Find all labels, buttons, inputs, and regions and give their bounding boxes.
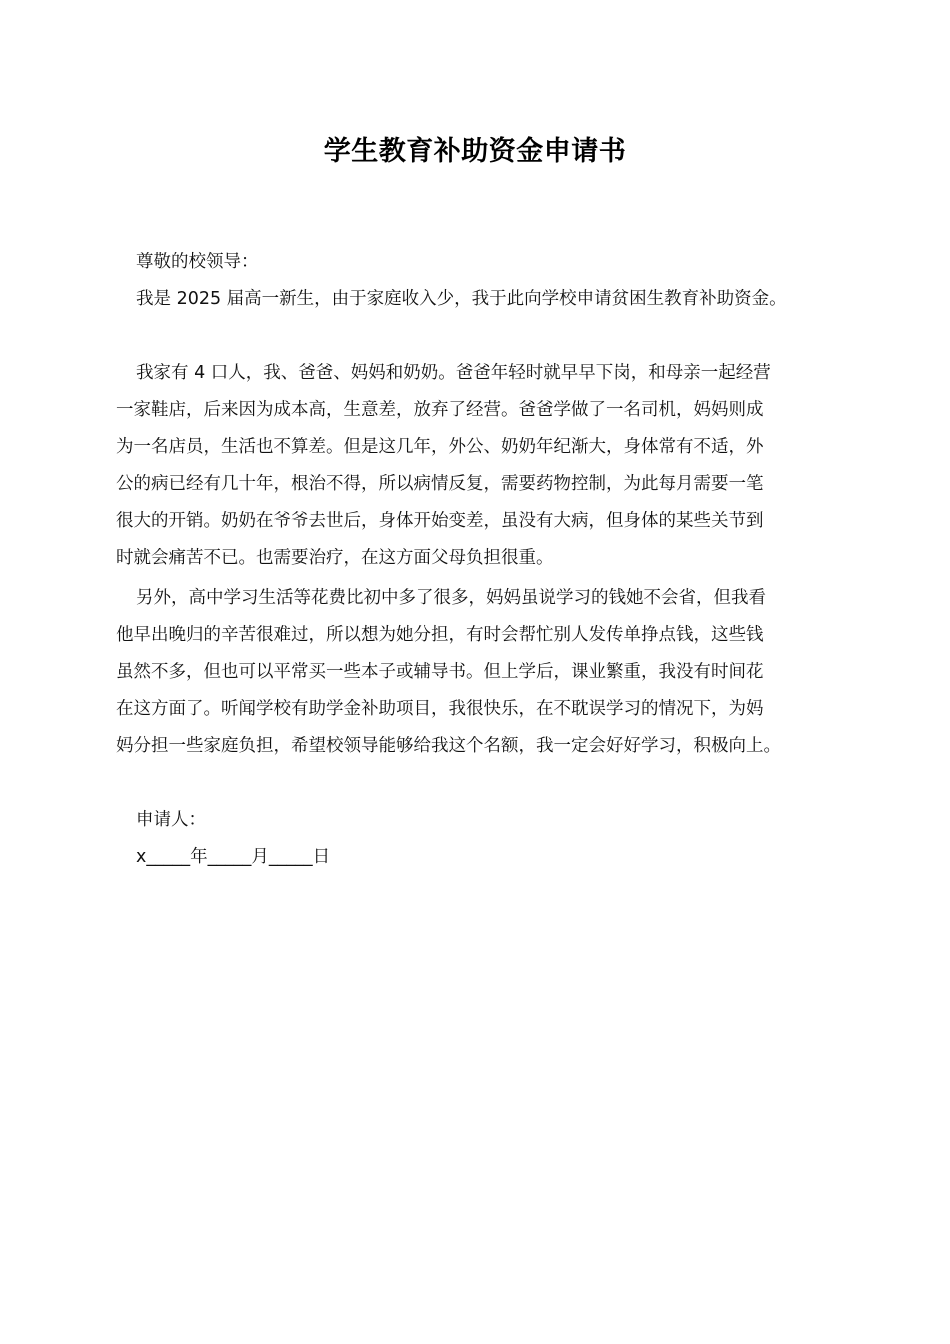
- document-title: 学生教育补助资金申请书: [323, 136, 627, 167]
- paragraph-family: [116, 355, 840, 577]
- date-line: x_____年_____月_____日: [136, 847, 331, 867]
- paragraph-study: [116, 580, 840, 765]
- paragraph-intro: [116, 281, 840, 318]
- greeting-text: 尊敬的校领导：: [136, 252, 259, 272]
- paragraph-line: 为一名店员，生活也不算差。但是这几年，外公、奶奶年纪渐大，身体常有不适，外: [116, 437, 764, 457]
- paragraph-line: 时就会痛苦不已。也需要治疗，在这方面父母负担很重。: [116, 548, 554, 568]
- date-block: [116, 839, 840, 876]
- paragraph-line: 我是 2025 届高一新生，由于家庭收入少，我于此向学校申请贫困生教育补助资金。: [136, 289, 787, 309]
- paragraph-line: 一家鞋店，后来因为成本高，生意差，放弃了经营。爸爸学做了一名司机，妈妈则成: [116, 400, 764, 420]
- signer-label: 申请人：: [136, 810, 206, 830]
- paragraph-line: 另外，高中学习生活等花费比初中多了很多，妈妈虽说学习的钱她不会省，但我看: [136, 588, 766, 608]
- paragraph-line: 公的病已经有几十年，根治不得，所以病情反复，需要药物控制，为此每月需要一笔: [116, 474, 764, 494]
- greeting-line: [116, 244, 840, 281]
- paragraph-line: 虽然不多，但也可以平常买一些本子或辅导书。但上学后，课业繁重，我没有时间花: [116, 662, 764, 682]
- paragraph-line: 我家有 4 口人，我、爸爸、妈妈和奶奶。爸爸年轻时就早早下岗，和母亲一起经营: [136, 363, 771, 383]
- signature-block: [116, 802, 840, 839]
- paragraph-line: 很大的开销。奶奶在爷爷去世后，身体开始变差，虽没有大病，但身体的某些关节到: [116, 511, 764, 531]
- paragraph-line: 妈分担一些家庭负担，希望校领导能够给我这个名额，我一定会好好学习，积极向上。: [116, 736, 781, 756]
- paragraph-line: 在这方面了。听闻学校有助学金补助项目，我很快乐，在不耽误学习的情况下，为妈: [116, 699, 764, 719]
- paragraph-line: 他早出晚归的辛苦很难过，所以想为她分担，有时会帮忙别人发传单挣点钱，这些钱: [116, 625, 764, 645]
